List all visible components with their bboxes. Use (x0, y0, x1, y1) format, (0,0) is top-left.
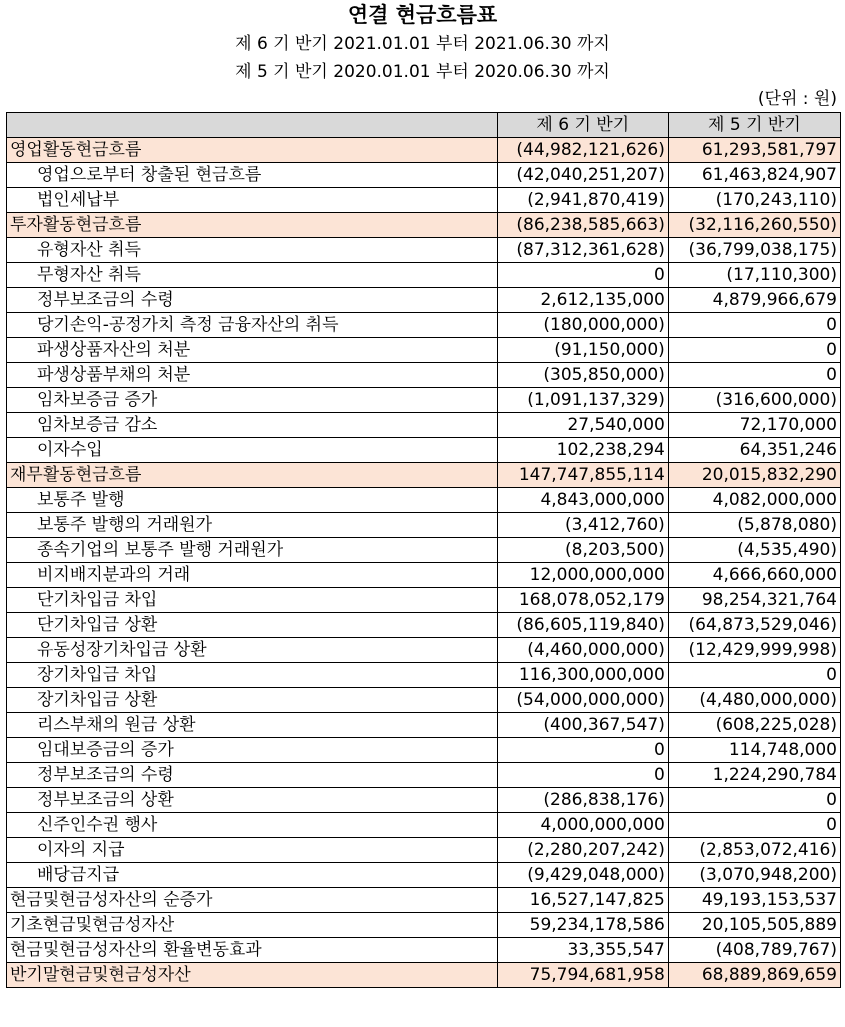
row-label: 보통주 발행의 거래원가 (7, 513, 498, 538)
table-row (7, 788, 841, 813)
row-label: 장기차입금 차입 (7, 663, 498, 688)
row-prior-value: 20,015,832,290 (668, 463, 840, 488)
row-label: 현금및현금성자산의 순증가 (7, 888, 498, 913)
row-current-value: (2,941,870,419) (497, 188, 668, 213)
row-prior-value: (408,789,767) (668, 938, 840, 963)
row-current-value: 75,794,681,958 (497, 963, 668, 988)
row-prior-value: 0 (668, 663, 840, 688)
row-label: 보통주 발행 (7, 488, 498, 513)
row-current-value: 0 (497, 263, 668, 288)
row-label: 영업으로부터 창출된 현금흐름 (7, 163, 498, 188)
row-prior-value: (608,225,028) (668, 713, 840, 738)
row-current-value: 116,300,000,000 (497, 663, 668, 688)
table-row (7, 688, 841, 713)
row-label: 종속기업의 보통주 발행 거래원가 (7, 538, 498, 563)
row-prior-value: (17,110,300) (668, 263, 840, 288)
row-current-value: 102,238,294 (497, 438, 668, 463)
table-row (7, 613, 841, 638)
table-row (7, 738, 841, 763)
row-current-value: 27,540,000 (497, 413, 668, 438)
row-prior-value: 4,666,660,000 (668, 563, 840, 588)
row-prior-value: 98,254,321,764 (668, 588, 840, 613)
row-label: 기초현금및현금성자산 (7, 913, 498, 938)
row-prior-value: (2,853,072,416) (668, 838, 840, 863)
row-current-value: 147,747,855,114 (497, 463, 668, 488)
row-current-value: 12,000,000,000 (497, 563, 668, 588)
cash-flow-table (6, 112, 841, 988)
period-prior: 제 5 기 반기 2020.01.01 부터 2020.06.30 까지 (235, 62, 610, 82)
row-prior-value: 0 (668, 788, 840, 813)
table-row (7, 413, 841, 438)
table-row (7, 288, 841, 313)
row-label: 파생상품자산의 처분 (7, 338, 498, 363)
row-label: 반기말현금및현금성자산 (7, 963, 498, 988)
row-current-value: (400,367,547) (497, 713, 668, 738)
row-prior-value: (12,429,999,998) (668, 638, 840, 663)
unit-label: (단위 : 원) (757, 89, 837, 109)
table-row (7, 913, 841, 938)
row-prior-value: 68,889,869,659 (668, 963, 840, 988)
row-label: 단기차입금 상환 (7, 613, 498, 638)
row-label: 무형자산 취득 (7, 263, 498, 288)
table-row (7, 163, 841, 188)
row-prior-value: 61,463,824,907 (668, 163, 840, 188)
row-prior-value: 0 (668, 363, 840, 388)
row-current-value: (8,203,500) (497, 538, 668, 563)
row-prior-value: 4,879,966,679 (668, 288, 840, 313)
row-current-value: (286,838,176) (497, 788, 668, 813)
header-account (7, 113, 498, 138)
row-prior-value: 0 (668, 338, 840, 363)
table-row (7, 563, 841, 588)
row-prior-value: 61,293,581,797 (668, 138, 840, 163)
row-prior-value: 4,082,000,000 (668, 488, 840, 513)
row-label: 임차보증금 감소 (7, 413, 498, 438)
section-row (7, 463, 841, 488)
table-row (7, 438, 841, 463)
row-label: 법인세납부 (7, 188, 498, 213)
row-prior-value: (36,799,038,175) (668, 238, 840, 263)
row-current-value: 4,843,000,000 (497, 488, 668, 513)
table-row (7, 663, 841, 688)
row-label: 현금및현금성자산의 환율변동효과 (7, 938, 498, 963)
row-prior-value: 64,351,246 (668, 438, 840, 463)
period-current: 제 6 기 반기 2021.01.01 부터 2021.06.30 까지 (235, 34, 610, 54)
table-row (7, 588, 841, 613)
row-current-value: (2,280,207,242) (497, 838, 668, 863)
row-current-value: (3,412,760) (497, 513, 668, 538)
row-prior-value: (32,116,260,550) (668, 213, 840, 238)
row-label: 이자수입 (7, 438, 498, 463)
table-header-row (7, 113, 841, 138)
row-prior-value: (64,873,529,046) (668, 613, 840, 638)
row-current-value: (87,312,361,628) (497, 238, 668, 263)
row-label: 배당금지급 (7, 863, 498, 888)
row-prior-value: (4,535,490) (668, 538, 840, 563)
row-prior-value: (316,600,000) (668, 388, 840, 413)
row-prior-value: 49,193,153,537 (668, 888, 840, 913)
row-current-value: 16,527,147,825 (497, 888, 668, 913)
row-current-value: (86,605,119,840) (497, 613, 668, 638)
row-current-value: 0 (497, 763, 668, 788)
table-row (7, 938, 841, 963)
row-label: 재무활동현금흐름 (7, 463, 498, 488)
table-row (7, 313, 841, 338)
row-label: 투자활동현금흐름 (7, 213, 498, 238)
row-prior-value: 114,748,000 (668, 738, 840, 763)
table-row (7, 538, 841, 563)
row-current-value: (1,091,137,329) (497, 388, 668, 413)
row-current-value: (86,238,585,663) (497, 213, 668, 238)
row-label: 임차보증금 증가 (7, 388, 498, 413)
table-row (7, 863, 841, 888)
row-label: 유형자산 취득 (7, 238, 498, 263)
row-current-value: 59,234,178,586 (497, 913, 668, 938)
row-current-value: (305,850,000) (497, 363, 668, 388)
row-label: 단기차입금 차입 (7, 588, 498, 613)
row-prior-value: (5,878,080) (668, 513, 840, 538)
row-prior-value: (4,480,000,000) (668, 688, 840, 713)
table-row (7, 263, 841, 288)
row-prior-value: (170,243,110) (668, 188, 840, 213)
table-row (7, 238, 841, 263)
table-row (7, 513, 841, 538)
header-prior-period: 제 5 기 반기 (668, 113, 840, 138)
row-current-value: (180,000,000) (497, 313, 668, 338)
row-current-value: (42,040,251,207) (497, 163, 668, 188)
table-row (7, 888, 841, 913)
section-row (7, 213, 841, 238)
row-label: 당기손익-공정가치 측정 금융자산의 취득 (7, 313, 498, 338)
table-row (7, 363, 841, 388)
row-prior-value: 20,105,505,889 (668, 913, 840, 938)
row-label: 유동성장기차입금 상환 (7, 638, 498, 663)
table-row (7, 838, 841, 863)
row-current-value: (54,000,000,000) (497, 688, 668, 713)
row-prior-value: 72,170,000 (668, 413, 840, 438)
row-label: 비지배지분과의 거래 (7, 563, 498, 588)
row-label: 파생상품부채의 처분 (7, 363, 498, 388)
row-current-value: (9,429,048,000) (497, 863, 668, 888)
header-current-period: 제 6 기 반기 (497, 113, 668, 138)
table-row (7, 763, 841, 788)
row-prior-value: (3,070,948,200) (668, 863, 840, 888)
section-row (7, 963, 841, 988)
row-label: 정부보조금의 상환 (7, 788, 498, 813)
table-row (7, 813, 841, 838)
table-row (7, 338, 841, 363)
row-current-value: 2,612,135,000 (497, 288, 668, 313)
row-prior-value: 0 (668, 313, 840, 338)
row-prior-value: 1,224,290,784 (668, 763, 840, 788)
row-current-value: 33,355,547 (497, 938, 668, 963)
table-row (7, 388, 841, 413)
row-current-value: (91,150,000) (497, 338, 668, 363)
statement-title: 연결 현금흐름표 (347, 2, 498, 27)
row-label: 장기차입금 상환 (7, 688, 498, 713)
table-row (7, 488, 841, 513)
row-label: 영업활동현금흐름 (7, 138, 498, 163)
row-label: 이자의 지급 (7, 838, 498, 863)
row-label: 임대보증금의 증가 (7, 738, 498, 763)
row-current-value: 0 (497, 738, 668, 763)
row-current-value: 4,000,000,000 (497, 813, 668, 838)
row-label: 정부보조금의 수령 (7, 288, 498, 313)
section-row (7, 138, 841, 163)
table-row (7, 713, 841, 738)
row-label: 정부보조금의 수령 (7, 763, 498, 788)
row-current-value: (44,982,121,626) (497, 138, 668, 163)
row-current-value: (4,460,000,000) (497, 638, 668, 663)
table-row (7, 638, 841, 663)
table-row (7, 188, 841, 213)
row-prior-value: 0 (668, 813, 840, 838)
row-label: 신주인수권 행사 (7, 813, 498, 838)
row-label: 리스부채의 원금 상환 (7, 713, 498, 738)
row-current-value: 168,078,052,179 (497, 588, 668, 613)
